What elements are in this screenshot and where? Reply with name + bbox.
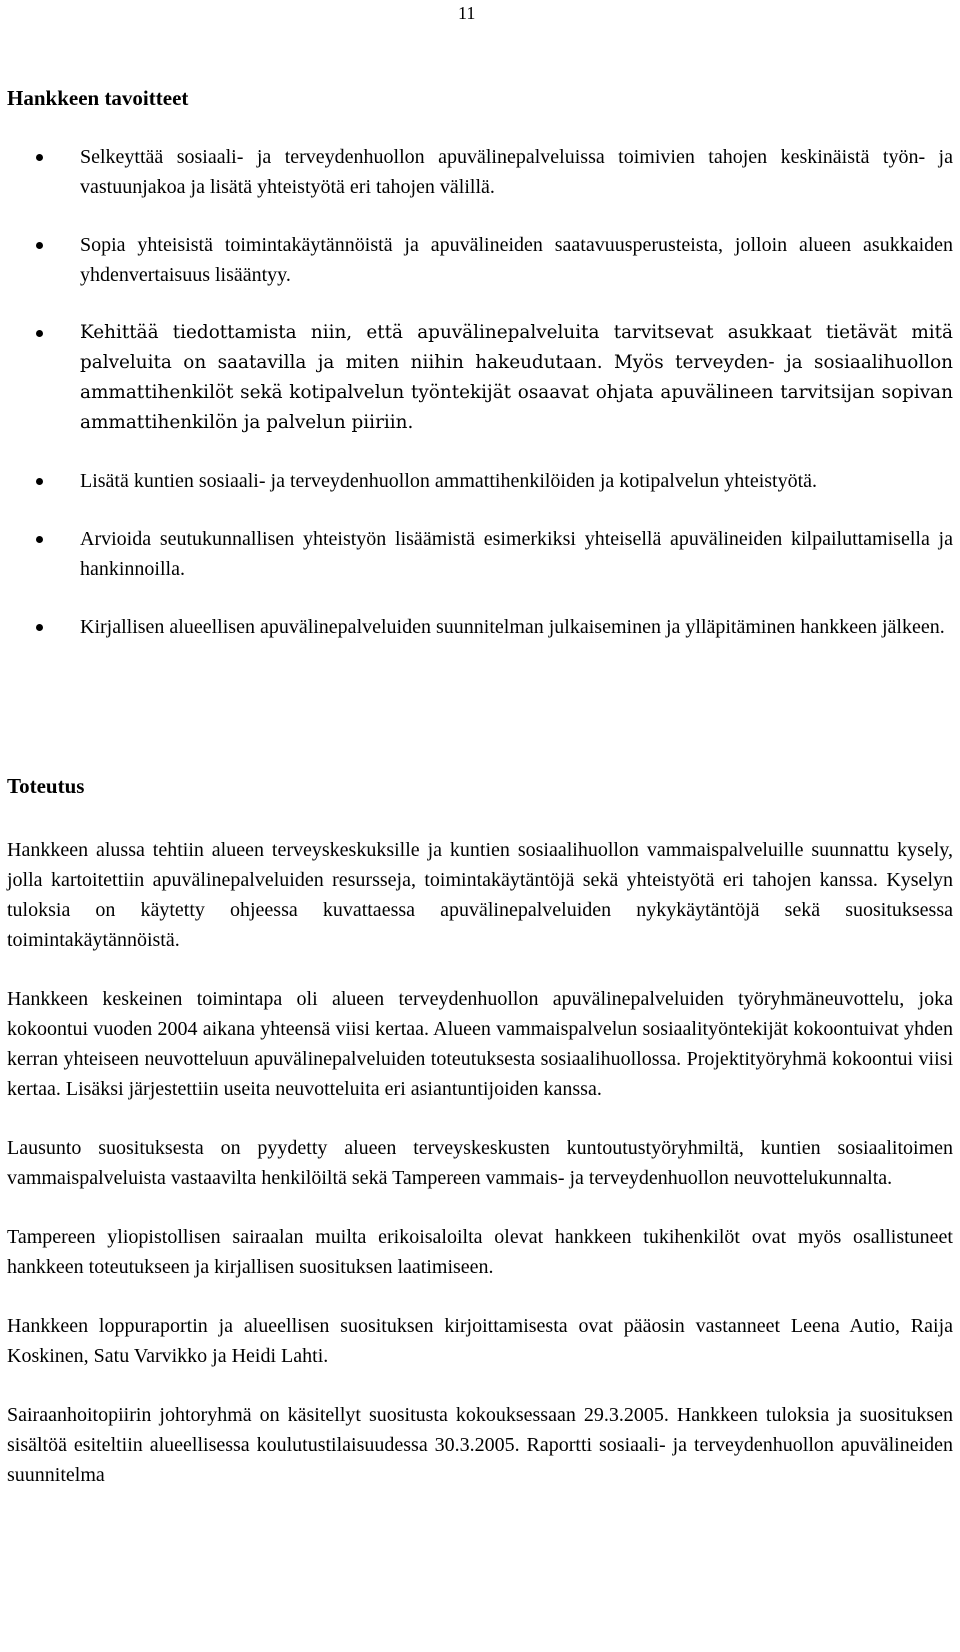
implementation-paragraph: Tampereen yliopistollisen sairaalan muilta erikoisaloilta olevat hankkeen tukihenkilöt ovat myös osallistuneet hankkeen toteutukseen ja kirjallisen suosituksen laatimiseen. <box>7 1226 953 1278</box>
implementation-body <box>7 835 953 1519</box>
bullet-icon <box>36 154 43 161</box>
implementation-paragraph: Hankkeen keskeinen toimintapa oli alueen terveydenhuollon apuvälinepalveluiden työryhmäneuvottelu, joka kokoontui vuoden 2004 aikana yhteensä viisi kertaa. Alueen vammaispalvelun sosiaalityöntekijät kokoontuivat yhden kerran yhteiseen neuvotteluun apuvälinepalveluiden toteutuksesta sosiaalihuollossa. Projektityöryhmä kokoontui viisi kertaa. Lisäksi järjestettiin useita neuvotteluita eri asiantuntijoiden kanssa. <box>7 988 953 1100</box>
implementation-paragraph: Lausunto suosituksesta on pyydetty alueen terveyskeskusten kuntoutustyöryhmiltä, kuntien sosiaalitoimen vammaispalveluista vastaavilta henkilöiltä sekä Tampereen vammais- ja terveydenhuollon neuvottelukunnalta. <box>7 1137 953 1189</box>
implementation-paragraph: Sairaanhoitopiirin johtoryhmä on käsitellyt suositusta kokouksessaan 29.3.2005. Hankkeen tuloksia ja suosituksen sisältöä esiteltiin alueellisessa koulutustilaisuudessa 30.3.2005. Raportti sosiaali- ja terveydenhuollon apuvälineiden suunnitelma <box>7 1404 953 1486</box>
goal-text: Kehittää tiedottamista niin, että apuvälinepalveluita tarvitsevat asukkaat tietävät mitä palveluita on saatavilla ja miten niihin hakeudutaan. Myös terveyden- ja sosiaalihuollon ammattihenkilöt sekä kotipalvelun työntekijät osaavat ohjata apuvälineen tarvitsijan sopivan ammattihenkilön ja palvelun piiriin. <box>80 322 953 433</box>
bullet-icon <box>36 330 43 337</box>
bullet-icon <box>36 536 43 543</box>
goal-item <box>0 142 960 202</box>
goal-item <box>0 466 960 496</box>
goal-item <box>0 612 960 642</box>
implementation-heading: Toteutus <box>7 774 85 798</box>
goal-item <box>0 230 960 290</box>
goal-text: Sopia yhteisistä toimintakäytännöistä ja apuvälineiden saatavuusperusteista, jolloin alueen asukkaiden yhdenvertaisuus lisääntyy. <box>80 234 953 286</box>
bullet-icon <box>36 478 43 485</box>
goal-item <box>0 524 960 584</box>
goal-text: Arvioida seutukunnallisen yhteistyön lisäämistä esimerkiksi yhteisellä apuvälineiden kilpailuttamisella ja hankinnoilla. <box>80 528 953 580</box>
page-number: 11 <box>458 3 476 23</box>
implementation-paragraph: Hankkeen alussa tehtiin alueen terveyskeskuksille ja kuntien sosiaalihuollon vammaispalveluille suunnattu kysely, jolla kartoitettiin apuvälinepalveluiden resursseja, toimintakäytäntöjä sekä yhteistyötä eri tahojen kanssa. Kyselyn tuloksia on käytetty ohjeessa kuvattaessa apuvälinepalveluiden nykykäytäntöjä sekä suosituksessa toimintakäytännöistä. <box>7 839 953 951</box>
goal-text: Selkeyttää sosiaali- ja terveydenhuollon apuvälinepalveluissa toimivien tahojen keskinäistä työn- ja vastuunjakoa ja lisätä yhteistyötä eri tahojen välillä. <box>80 146 953 198</box>
goal-item <box>0 318 960 438</box>
bullet-icon <box>36 242 43 249</box>
implementation-paragraph: Hankkeen loppuraportin ja alueellisen suosituksen kirjoittamisesta ovat pääosin vastanneet Leena Autio, Raija Koskinen, Satu Varvikko ja Heidi Lahti. <box>7 1315 953 1367</box>
goal-text: Kirjallisen alueellisen apuvälinepalveluiden suunnitelman julkaiseminen ja ylläpitäminen hankkeen jälkeen. <box>80 616 945 638</box>
bullet-icon <box>36 624 43 631</box>
goals-list <box>0 142 960 670</box>
goal-text: Lisätä kuntien sosiaali- ja terveydenhuollon ammattihenkilöiden ja kotipalvelun yhteistyötä. <box>80 470 818 492</box>
goals-heading: Hankkeen tavoitteet <box>7 86 189 110</box>
